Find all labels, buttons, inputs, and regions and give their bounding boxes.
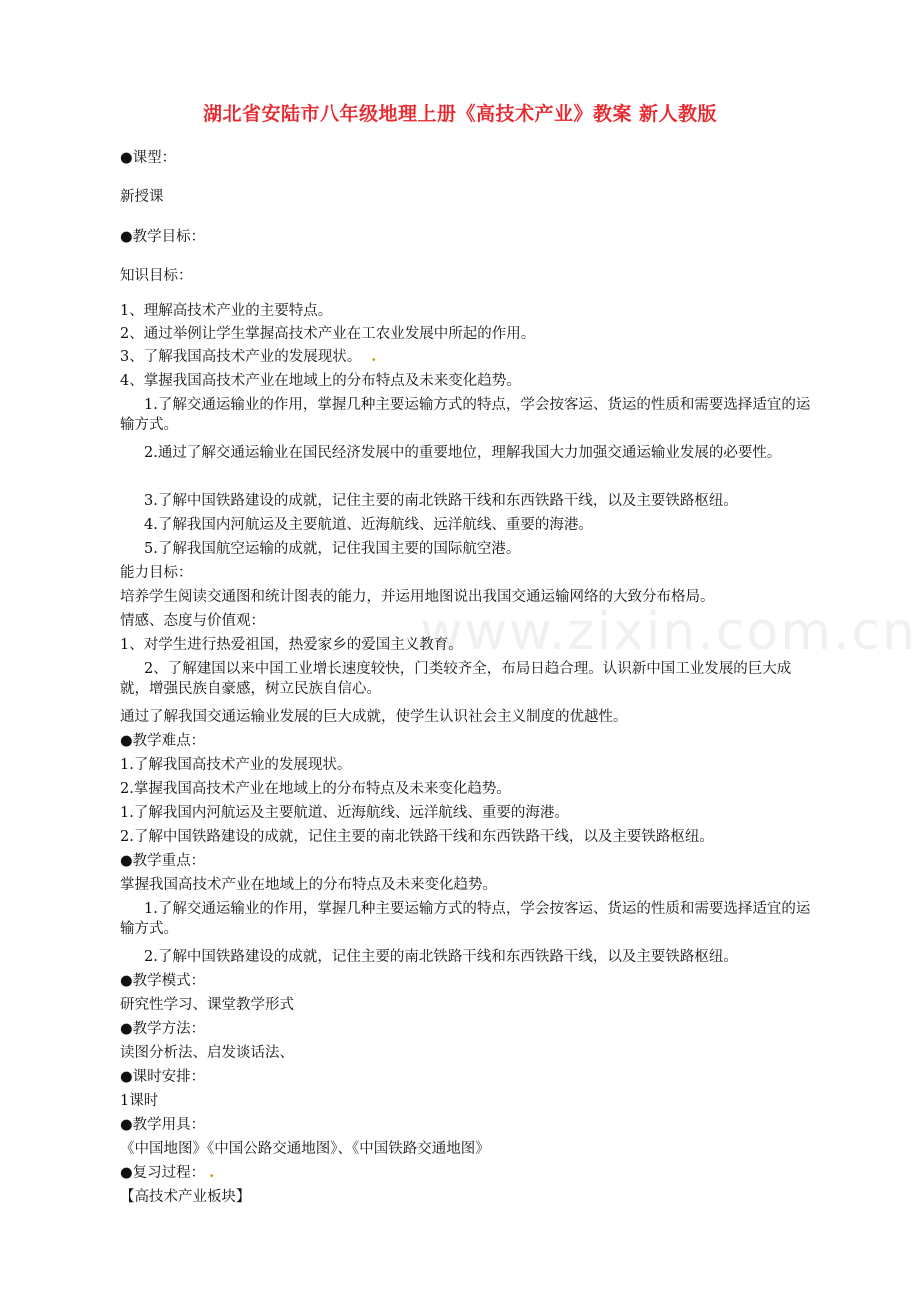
section-heading-objectives: ●教学目标： (120, 229, 206, 245)
list-item: 2、通过举例让学生掌握高技术产业在工农业发展中所起的作用。 (120, 326, 536, 342)
list-item: 4、掌握我国高技术产业在地域上的分布特点及未来变化趋势。 (120, 373, 521, 389)
watermark: www.zixin.com.cn (420, 602, 917, 662)
list-item: 1.了解我国内河航运及主要航道、近海航线、远洋航线、重要的海港。 (120, 805, 569, 821)
section-heading-lesson-type: ●课型： (120, 150, 177, 166)
section-heading-review: ●复习过程： . (120, 1164, 215, 1181)
paragraph: 掌握我国高技术产业在地域上的分布特点及未来变化趋势。 (120, 877, 497, 893)
section-heading-key-points: ●教学重点： (120, 853, 206, 869)
paragraph: 读图分析法、启发谈话法、 (120, 1045, 294, 1061)
paragraph: 能力目标： (120, 565, 193, 581)
list-item: 2.掌握我国高技术产业在地域上的分布特点及未来变化趋势。 (120, 781, 511, 797)
paragraph: 新授课 (120, 189, 164, 205)
paragraph: 1课时 (120, 1093, 159, 1109)
document-title: 湖北省安陆市八年级地理上册《高技术产业》教案 新人教版 (202, 103, 718, 125)
paragraph: 2.了解中国铁路建设的成就，记住主要的南北铁路干线和东西铁路干线，以及主要铁路枢纽。 (144, 949, 738, 965)
paragraph: 知识目标： (120, 268, 193, 284)
list-item: 1、理解高技术产业的主要特点。 (120, 303, 333, 319)
paragraph: 3.了解中国铁路建设的成就，记住主要的南北铁路干线和东西铁路干线，以及主要铁路枢纽。 (144, 493, 738, 509)
paragraph: 通过了解我国交通运输业发展的巨大成就，使学生认识社会主义制度的优越性。 (120, 709, 628, 725)
paragraph: 1.了解交通运输业的作用，掌握几种主要运输方式的特点，学会按客运、货运的性质和需要选择适宜的运输方式。 (120, 901, 811, 937)
paragraph: 培养学生阅读交通图和统计图表的能力，并运用地图说出我国交通运输网络的大致分布格局。 (120, 589, 715, 605)
list-item: 1、对学生进行热爱祖国，热爱家乡的爱国主义教育。 (120, 637, 463, 653)
section-heading-method: ●教学方法： (120, 1021, 206, 1037)
paragraph: 2.通过了解交通运输业在国民经济发展中的重要地位，理解我国大力加强交通运输业发展的必要性。 (144, 445, 782, 461)
paragraph: 2、了解建国以来中国工业增长速度较快，门类较齐全，布局日趋合理。认识新中国工业发展的巨大成就，增强民族自豪感，树立民族自信心。 (120, 661, 792, 697)
list-item: 1.了解我国高技术产业的发展现状。 (120, 757, 352, 773)
section-heading-tools: ●教学用具： (120, 1117, 206, 1133)
list-item: 2.了解中国铁路建设的成就，记住主要的南北铁路干线和东西铁路干线，以及主要铁路枢纽。 (120, 829, 714, 845)
section-heading-difficulties: ●教学难点： (120, 733, 206, 749)
section-heading-mode: ●教学模式： (120, 973, 206, 989)
list-item: 3、了解我国高技术产业的发展现状。 . (120, 348, 377, 365)
paragraph: 《中国地图》《中国公路交通地图》、《中国铁路交通地图》 (120, 1141, 490, 1157)
paragraph: 4.了解我国内河航运及主要航道、近海航线、远洋航线、重要的海港。 (144, 517, 593, 533)
section-heading-schedule: ●课时安排： (120, 1069, 206, 1085)
paragraph: 情感、态度与价值观： (120, 613, 265, 629)
paragraph: 5.了解我国航空运输的成就，记住我国主要的国际航空港。 (144, 541, 521, 557)
section-heading-module: 【高技术产业板块】 (120, 1189, 251, 1205)
paragraph: 研究性学习、课堂教学形式 (120, 997, 294, 1013)
paragraph: 1.了解交通运输业的作用，掌握几种主要运输方式的特点，学会按客运、货运的性质和需要选择适宜的运输方式。 (120, 397, 811, 433)
